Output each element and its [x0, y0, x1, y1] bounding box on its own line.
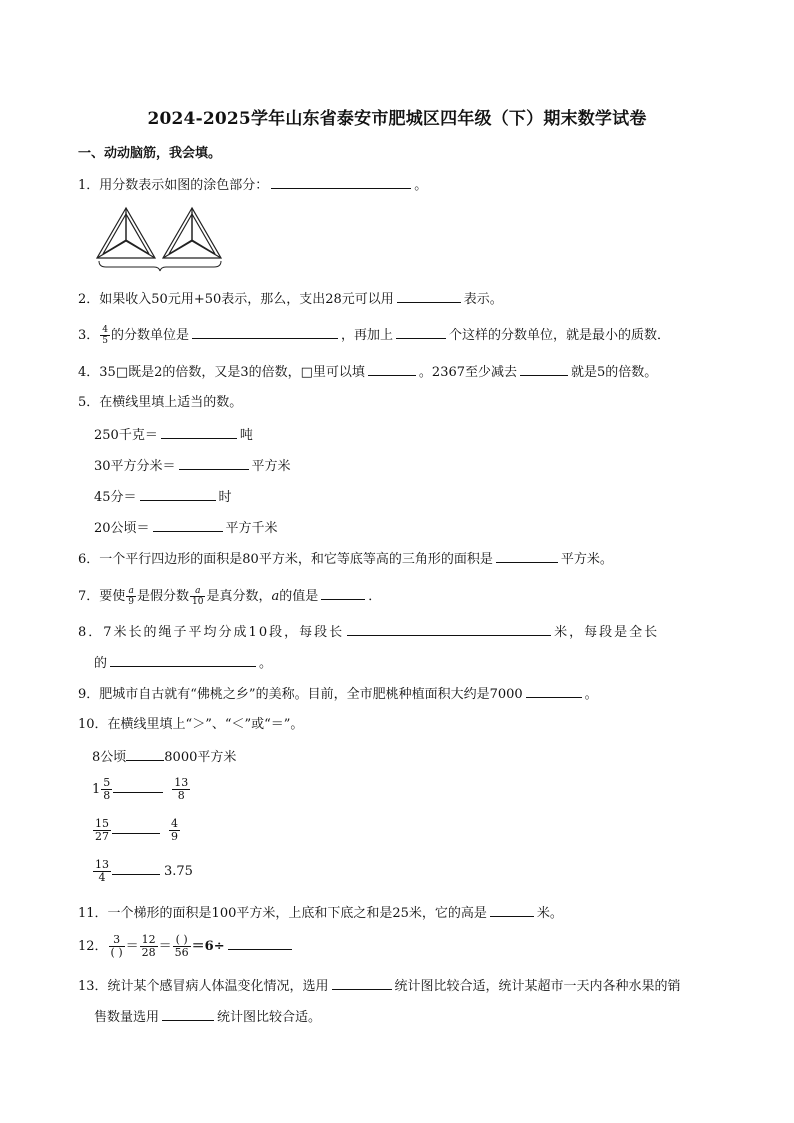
fraction-a-10: $\frac{a}{10}$ — [192, 586, 204, 607]
answer-blank[interactable] — [140, 487, 216, 501]
question-5: 5．在横线里填上适当的数。 — [78, 395, 243, 410]
answer-blank[interactable] — [161, 425, 237, 439]
page-title: 2024-2025学年山东省泰安市肥城区四年级（下）期末数学试卷 — [147, 109, 647, 129]
question-8: 8．7米长的绳子平均分成10段，每段长 米，每段是全长 — [78, 622, 659, 642]
conversion-item: 45分＝ 时 — [94, 487, 232, 507]
answer-blank[interactable] — [396, 325, 446, 339]
question-4: 4．35□既是2的倍数，又是3的倍数，□里可以填 。2367至少减去 就是5的倍数。 — [78, 362, 657, 382]
question-1: 1．用分数表示如图的涂色部分： 。 — [78, 175, 427, 195]
answer-blank[interactable] — [228, 936, 292, 950]
answer-blank[interactable] — [110, 653, 256, 667]
question-3: 3． $\frac{4}{5}$ 的分数单位是 ，再加上 个这样的分数单位，就是最小的质数． — [78, 325, 671, 346]
question-6: 6．一个平行四边形的面积是80平方米，和它等底等高的三角形的面积是 平方米。 — [78, 549, 613, 569]
question-13-line2: 售数量选用 统计图比较合适。 — [94, 1007, 321, 1027]
fraction-4-5: $\frac{4}{5}$ — [102, 325, 109, 346]
answer-blank[interactable] — [112, 861, 160, 875]
answer-blank[interactable] — [126, 747, 164, 761]
question-10: 10．在横线里填上“＞”、“＜”或“＝”。 — [78, 717, 304, 732]
compare-row: $\frac{13}{4}$ 3.75 — [95, 858, 193, 884]
answer-blank[interactable] — [368, 362, 416, 376]
answer-blank[interactable] — [192, 325, 338, 339]
answer-blank[interactable] — [347, 622, 551, 636]
question-11: 11．一个梯形的面积是100平方米，上底和下底之和是25米，它的高是 米。 — [78, 903, 563, 923]
question-1-text: 1．用分数表示如图的涂色部分： — [78, 178, 269, 193]
section-heading: 一、动动脑筋，我会填。 — [78, 146, 222, 161]
answer-blank[interactable] — [526, 684, 582, 698]
compare-row: 1 $\frac{5}{8}$ $\frac{13}{8}$ — [92, 776, 189, 802]
triangle-right — [163, 208, 221, 258]
compare-row: 8公顷 8000平方米 — [92, 747, 236, 767]
answer-blank[interactable] — [397, 289, 461, 303]
question-2: 2．如果收入50元用+50表示，那么，支出28元可以用 表示。 — [78, 289, 503, 309]
conversion-item: 30平方分米＝ 平方米 — [94, 456, 291, 476]
answer-blank[interactable] — [321, 586, 365, 600]
answer-blank[interactable] — [520, 362, 568, 376]
brace — [99, 261, 221, 271]
conversion-item: 250千克＝ 吨 — [94, 425, 253, 445]
answer-blank[interactable] — [112, 820, 160, 834]
answer-blank[interactable] — [113, 779, 163, 793]
fraction-a-9: $\frac{a}{9}$ — [128, 586, 135, 607]
answer-blank[interactable] — [496, 549, 558, 563]
conversion-item: 20公顷＝ 平方千米 — [94, 518, 278, 538]
question-8-line2: 的 。 — [94, 653, 272, 673]
answer-blank[interactable] — [162, 1007, 214, 1021]
question-13: 13．统计某个感冒病人体温变化情况，选用 统计图比较合适，统计某超市一天内各种水果的销 — [78, 976, 681, 996]
triangles-figure — [94, 205, 234, 273]
answer-blank[interactable] — [490, 903, 534, 917]
answer-blank[interactable] — [179, 456, 249, 470]
question-9: 9．肥城市自古就有“佛桃之乡”的美称。目前，全市肥桃种植面积大约是7000 。 — [78, 684, 598, 704]
compare-row: $\frac{15}{27}$ $\frac{4}{9}$ — [95, 817, 178, 843]
question-7: 7．要使 $\frac{a}{9}$ 是假分数 $\frac{a}{10}$ 是真分数，a的值是 ． — [78, 586, 382, 607]
answer-blank[interactable] — [332, 976, 392, 990]
answer-blank[interactable] — [271, 175, 411, 189]
answer-blank[interactable] — [153, 518, 223, 532]
triangle-left — [97, 208, 155, 258]
question-12: 12． $\frac{3}{( )}$ ＝ $\frac{12}{28}$ ＝ $\frac{( )}{56}$ ＝6÷ — [78, 932, 295, 962]
